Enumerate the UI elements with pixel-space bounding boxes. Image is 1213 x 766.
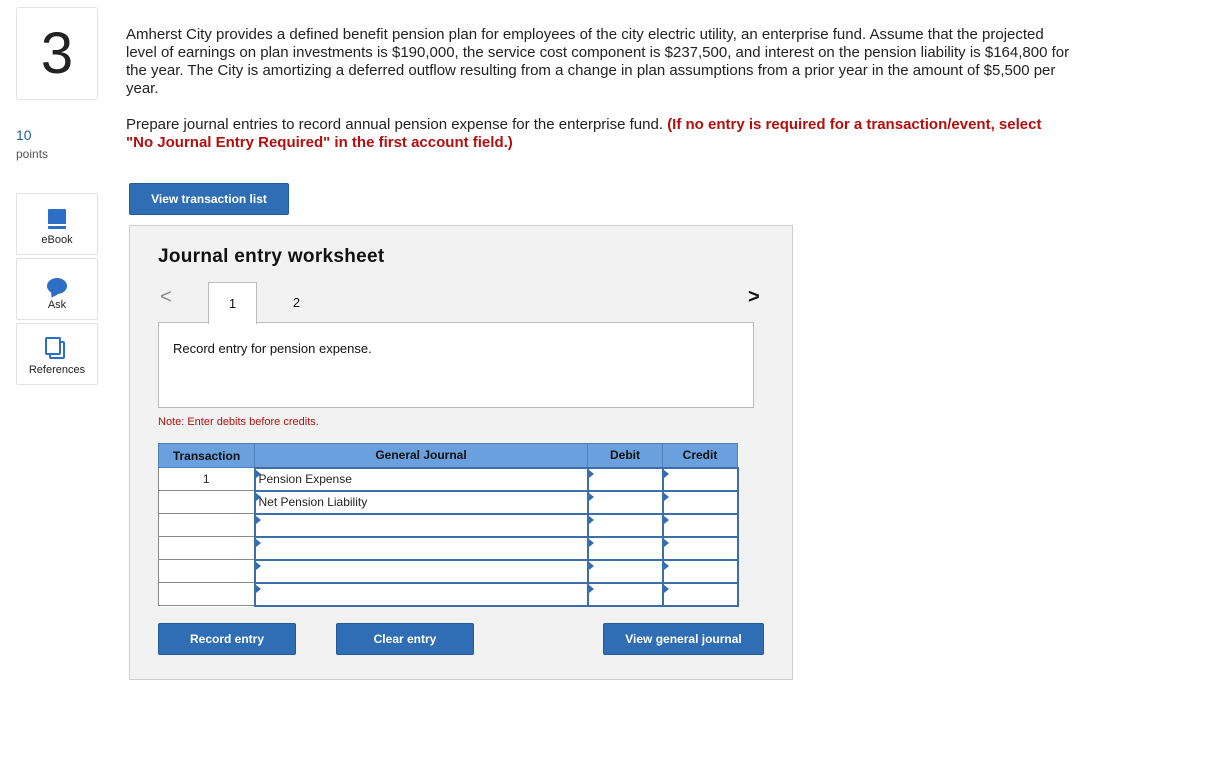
dropdown-marker-icon — [256, 539, 261, 547]
next-icon[interactable]: > — [748, 286, 760, 308]
entry-description: Record entry for pension expense. — [173, 341, 372, 356]
debit-field[interactable] — [588, 514, 663, 537]
tab-1[interactable]: 1 — [208, 282, 257, 324]
worksheet-title: Journal entry worksheet — [158, 246, 385, 267]
debit-field[interactable] — [588, 583, 663, 606]
dropdown-marker-icon — [664, 516, 669, 524]
dropdown-marker-icon — [589, 585, 594, 593]
ebook-label: eBook — [41, 234, 73, 246]
chat-bubble-icon — [47, 278, 67, 294]
points-block — [16, 127, 48, 161]
account-value: Pension Expense — [258, 472, 352, 486]
transaction-cell: 1 — [159, 468, 255, 491]
dropdown-marker-icon — [256, 562, 261, 570]
debit-field[interactable] — [588, 537, 663, 560]
dropdown-marker-icon — [589, 562, 594, 570]
credit-field[interactable] — [663, 583, 738, 606]
account-field[interactable] — [255, 583, 588, 606]
transaction-cell — [159, 491, 255, 514]
debit-field[interactable] — [588, 491, 663, 514]
dropdown-marker-icon — [589, 470, 594, 478]
account-field[interactable] — [255, 468, 588, 491]
references-button[interactable] — [16, 323, 98, 385]
ask-button[interactable] — [16, 258, 98, 320]
dropdown-marker-icon — [664, 539, 669, 547]
entry-description-box — [158, 322, 754, 408]
dropdown-marker-icon — [256, 585, 261, 593]
table-row — [159, 514, 738, 537]
tab-2[interactable]: 2 — [292, 295, 301, 310]
entry-note: Note: Enter debits before credits. — [158, 416, 319, 428]
journal-table — [158, 443, 739, 607]
question-number: 3 — [16, 7, 98, 100]
debit-header: Debit — [588, 444, 663, 468]
journal-entry-worksheet — [129, 225, 793, 680]
view-transaction-list-button[interactable]: View transaction list — [129, 183, 289, 215]
references-label: References — [28, 364, 86, 376]
account-field[interactable] — [255, 560, 588, 583]
credit-field[interactable] — [663, 560, 738, 583]
points-label: points — [16, 147, 49, 161]
table-row — [159, 537, 738, 560]
tools-panel — [16, 193, 98, 388]
previous-icon[interactable]: < — [160, 286, 172, 308]
ask-label: Ask — [47, 299, 67, 311]
debit-field[interactable] — [588, 468, 663, 491]
credit-header: Credit — [663, 444, 738, 468]
dropdown-marker-icon — [256, 493, 261, 501]
debit-field[interactable] — [588, 560, 663, 583]
transaction-cell — [159, 583, 255, 606]
dropdown-marker-icon — [256, 516, 261, 524]
dropdown-marker-icon — [664, 493, 669, 501]
copy-icon — [49, 341, 65, 359]
dropdown-marker-icon — [589, 493, 594, 501]
dropdown-marker-icon — [664, 585, 669, 593]
credit-field[interactable] — [663, 514, 738, 537]
account-field[interactable] — [255, 514, 588, 537]
question-text: Amherst City provides a defined benefit pension plan for employees of the city electric utility, an enterprise fund. Assume that the projected level of earnings on plan investments is $190,000, the service cost component is $237,500, and interest on the pension liability is $164,800 for the year. The City is amortizing a deferred outflow resulting from a change in plan assumptions from a prior year in the amount of $5,500 per year. — [126, 26, 1070, 97]
ebook-button[interactable] — [16, 193, 98, 255]
table-row — [159, 468, 738, 491]
credit-field[interactable] — [663, 491, 738, 514]
view-general-journal-button[interactable]: View general journal — [603, 623, 764, 655]
clear-entry-button[interactable]: Clear entry — [336, 623, 474, 655]
transaction-header: Transaction — [159, 444, 255, 468]
dropdown-marker-icon — [589, 539, 594, 547]
transaction-cell — [159, 560, 255, 583]
credit-field[interactable] — [663, 468, 738, 491]
account-field[interactable] — [255, 537, 588, 560]
record-entry-button[interactable]: Record entry — [158, 623, 296, 655]
table-row — [159, 560, 738, 583]
credit-field[interactable] — [663, 537, 738, 560]
transaction-cell — [159, 514, 255, 537]
prompt-instruction: (If no entry is required for a transaction/event, select "No Journal Entry Required" in the first account field.) — [126, 116, 1042, 151]
general-journal-header: General Journal — [255, 444, 588, 468]
dropdown-marker-icon — [589, 516, 594, 524]
dropdown-marker-icon — [256, 470, 261, 478]
prompt-text: Prepare journal entries to record annual pension expense for the enterprise fund. — [126, 116, 664, 133]
account-value: Net Pension Liability — [258, 495, 368, 509]
dropdown-marker-icon — [664, 562, 669, 570]
question-prompt — [126, 116, 1066, 152]
table-row — [159, 583, 738, 606]
account-field[interactable] — [255, 491, 588, 514]
table-row — [159, 491, 738, 514]
transaction-cell — [159, 537, 255, 560]
points-value: 10 — [16, 127, 32, 143]
dropdown-marker-icon — [664, 470, 669, 478]
book-icon — [48, 209, 66, 229]
